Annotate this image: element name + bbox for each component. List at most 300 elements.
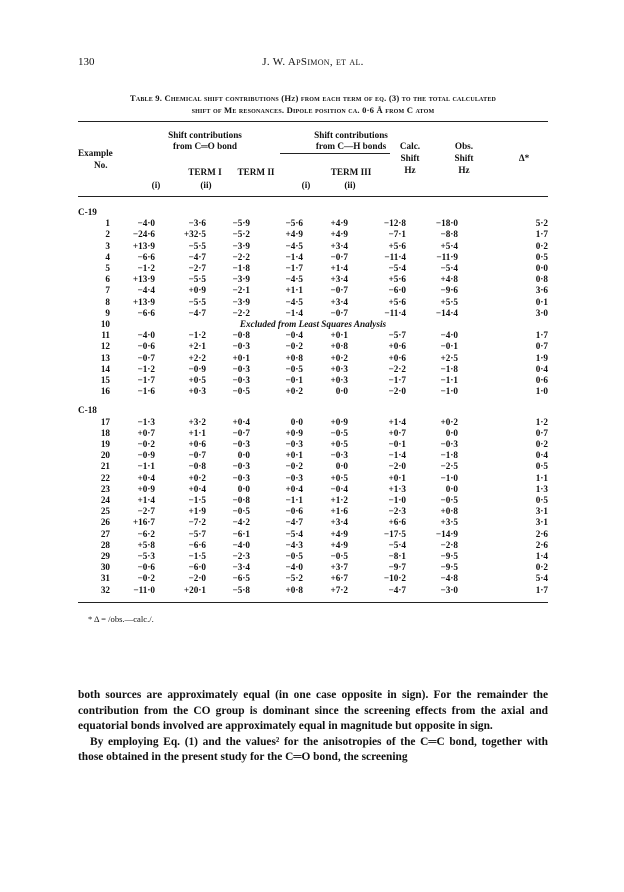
cell-term2: −3·4 — [232, 562, 250, 573]
caption-line-2: shift of Me resonances. Dipole position ca. 0·6 Å from C atom — [191, 105, 435, 115]
cell-term3-ii: +3·4 — [330, 240, 348, 251]
cell-delta: 0·5 — [535, 251, 548, 262]
cell-term3-ii: +0·1 — [330, 330, 348, 341]
cell-delta: 1·1 — [535, 472, 548, 483]
cell-calc-shift: −4·7 — [388, 584, 406, 595]
cell-calc-shift: −1·7 — [388, 375, 406, 385]
cell-term3-i: +0·8 — [285, 584, 303, 595]
cell-term1-ii: +1·9 — [188, 506, 206, 517]
cell-term1-ii: −6·0 — [188, 562, 206, 573]
cell-term1-i: −0·6 — [137, 341, 155, 352]
header-calc: Calc. — [399, 141, 421, 151]
cell-example-no: 20 — [100, 450, 110, 461]
cell-term2: −0·5 — [232, 506, 250, 517]
cell-term3-ii: −0·5 — [330, 551, 348, 561]
cell-calc-shift: −8·1 — [388, 551, 406, 561]
cell-term1-ii: −4·7 — [188, 251, 206, 262]
cell-calc-shift: −17·5 — [383, 528, 406, 539]
cell-term1-ii: −4·7 — [188, 307, 206, 318]
cell-delta: 3·6 — [535, 285, 548, 296]
cell-term1-ii: −3·6 — [188, 218, 206, 229]
cell-delta: 0·2 — [535, 562, 548, 573]
cell-example-no: 10 — [100, 319, 110, 329]
cell-obs-shift: −5·4 — [440, 263, 458, 273]
cell-term1-i: −0·7 — [137, 352, 155, 363]
cell-term2: −5·9 — [232, 218, 250, 229]
cell-calc-shift: −5·4 — [388, 263, 406, 273]
table-footnote: * Δ = /obs.—calc./. — [88, 614, 154, 624]
cell-obs-shift: −0·5 — [440, 495, 458, 505]
cell-term1-i: −0·6 — [137, 562, 155, 573]
cell-term1-i: −6·2 — [137, 528, 155, 539]
cell-term2: −0·3 — [232, 375, 250, 385]
cell-example-no: 11 — [101, 330, 110, 341]
cell-term1-i: +13·9 — [132, 296, 155, 307]
cell-term2: 0·0 — [237, 450, 250, 461]
header-shift-contributions-ch: Shift contributions — [314, 130, 388, 140]
cell-term1-ii: −0·7 — [188, 450, 206, 461]
cell-calc-shift: +0·7 — [388, 427, 406, 438]
cell-delta: 0·0 — [535, 263, 548, 273]
cell-example-no: 16 — [100, 386, 110, 397]
cell-example-no: 17 — [100, 416, 110, 427]
cell-calc-shift: +1·4 — [388, 416, 406, 427]
cell-delta: 0·5 — [535, 461, 548, 472]
cell-obs-shift: −0·1 — [440, 341, 458, 352]
cell-term3-i: +0·1 — [285, 450, 303, 461]
cell-term3-i: −4·7 — [285, 517, 303, 528]
header-from-ch-bonds: from C—H bonds — [315, 141, 387, 151]
cell-term3-ii: +0·5 — [330, 472, 348, 483]
cell-term3-i: −0·1 — [285, 375, 303, 385]
cell-obs-shift: −2·8 — [440, 539, 458, 550]
cell-term3-i: −5·4 — [285, 528, 303, 539]
cell-term2: −0·3 — [232, 461, 250, 472]
cell-term3-i: −4·5 — [285, 240, 303, 251]
cell-term3-i: −1·7 — [285, 263, 303, 273]
cell-term1-i: −6·6 — [137, 307, 155, 318]
running-head: J. W. ApSimon, et al. — [262, 56, 364, 68]
cell-delta: 0·2 — [535, 439, 548, 449]
cell-term3-i: +0·2 — [285, 386, 303, 397]
cell-obs-shift: −1·0 — [440, 472, 458, 483]
cell-example-no: 13 — [100, 352, 110, 363]
cell-example-no: 32 — [100, 584, 110, 595]
cell-obs-shift: −1·1 — [440, 375, 458, 385]
cell-term1-ii: −0·9 — [188, 363, 206, 374]
cell-term1-ii: −5·5 — [188, 296, 206, 307]
cell-term2: −0·5 — [232, 386, 250, 397]
cell-term3-i: −5·2 — [285, 573, 303, 584]
cell-term2: −2·3 — [232, 551, 250, 561]
cell-term3-i: +0·8 — [285, 352, 303, 363]
cell-example-no: 15 — [100, 375, 110, 385]
cell-term3-i: −0·2 — [285, 341, 303, 352]
cell-term3-ii: +0·2 — [330, 352, 348, 363]
cell-delta: 1·9 — [535, 352, 548, 363]
header-obs-shift: Shift — [454, 153, 474, 163]
cell-term3-i: −4·5 — [285, 296, 303, 307]
cell-term1-ii: −2·0 — [188, 573, 206, 584]
cell-term1-i: −1·3 — [137, 416, 155, 427]
table-row — [0, 386, 624, 399]
cell-term3-i: 0·0 — [290, 416, 303, 427]
table-row — [0, 585, 624, 598]
cell-term3-i: −5·6 — [285, 218, 303, 229]
cell-term3-ii: −0·7 — [330, 307, 348, 318]
cell-term1-i: −1·2 — [137, 363, 155, 374]
cell-calc-shift: +0·6 — [388, 341, 406, 352]
cell-term3-i: −0·3 — [285, 472, 303, 483]
cell-term3-i: −0·3 — [285, 439, 303, 449]
header-term1-i: (i) — [151, 180, 161, 190]
header-term-2: TERM II — [237, 167, 275, 177]
table-caption — [78, 92, 548, 116]
cell-obs-shift: +3·5 — [440, 517, 458, 528]
cell-term1-ii: −5·5 — [188, 274, 206, 285]
cell-example-no: 18 — [100, 427, 110, 438]
cell-term3-i: −1·4 — [285, 307, 303, 318]
cell-example-no: 27 — [100, 528, 110, 539]
cell-term1-i: +1·4 — [137, 495, 155, 505]
row-note: Excluded from Least Squares Analysis — [239, 319, 387, 329]
cell-calc-shift: −7·1 — [388, 229, 406, 240]
cell-term2: −0·3 — [232, 341, 250, 352]
cell-obs-shift: +2·5 — [440, 352, 458, 363]
cell-example-no: 26 — [100, 517, 110, 528]
cell-term1-ii: +0·6 — [188, 439, 206, 449]
cell-term1-ii: +0·5 — [188, 375, 206, 385]
cell-delta: 2·6 — [535, 528, 548, 539]
cell-term3-ii: +1·6 — [330, 506, 348, 517]
cell-term2: +0·1 — [232, 352, 250, 363]
cell-example-no: 25 — [100, 506, 110, 517]
cell-obs-shift: −14·9 — [435, 528, 458, 539]
cell-delta: 1·3 — [535, 483, 548, 494]
header-term-3: TERM III — [330, 167, 372, 177]
cell-calc-shift: +6·6 — [388, 517, 406, 528]
cell-term1-i: −1·6 — [137, 386, 155, 397]
cell-example-no: 9 — [105, 307, 110, 318]
cell-example-no: 3 — [105, 240, 110, 251]
paragraph-2: By employing Eq. (1) and the values² for the anisotropies of the C═C bond, together with those obtained in the present study for the C═O bond, the screening — [78, 735, 548, 764]
cell-obs-shift: −9·5 — [440, 551, 458, 561]
cell-calc-shift: −11·4 — [384, 307, 406, 318]
header-obs: Obs. — [454, 141, 474, 151]
cell-calc-shift: −5·4 — [388, 539, 406, 550]
cell-obs-shift: −8·8 — [440, 229, 458, 240]
cell-term1-ii: +1·1 — [188, 427, 206, 438]
cell-obs-shift: −1·8 — [440, 450, 458, 461]
cell-example-no: 1 — [105, 218, 110, 229]
cell-term2: −5·8 — [232, 584, 250, 595]
cell-obs-shift: −18·0 — [435, 218, 458, 229]
cell-term3-ii: +0·3 — [330, 375, 348, 385]
cell-term2: −0·7 — [232, 427, 250, 438]
header-term3-ii: (ii) — [344, 180, 356, 190]
cell-delta: 2·6 — [535, 539, 548, 550]
cell-calc-shift: −2·3 — [388, 506, 406, 517]
cell-calc-shift: +1·3 — [388, 483, 406, 494]
cell-calc-shift: −2·0 — [388, 461, 406, 472]
cell-term2: −6·1 — [232, 528, 250, 539]
cell-term1-ii: +2·2 — [188, 352, 206, 363]
cell-term2: −6·5 — [232, 573, 250, 584]
cell-delta: 0·4 — [535, 450, 548, 461]
cell-term3-i: −4·5 — [285, 274, 303, 285]
cell-term2: −2·2 — [232, 307, 250, 318]
cell-delta: 0·8 — [535, 274, 548, 285]
cell-calc-shift: −2·2 — [388, 363, 406, 374]
cell-example-no: 28 — [100, 539, 110, 550]
cell-term3-ii: −0·7 — [330, 251, 348, 262]
cell-obs-shift: −3·0 — [440, 584, 458, 595]
cell-term3-ii: −0·5 — [330, 427, 348, 438]
cell-delta: 0·7 — [535, 427, 548, 438]
cell-obs-shift: −4·0 — [440, 330, 458, 341]
cell-obs-shift: −4·8 — [440, 573, 458, 584]
cell-term3-i: +4·9 — [285, 229, 303, 240]
header-term-1: TERM I — [188, 167, 222, 177]
cell-term3-i: −0·4 — [285, 330, 303, 341]
cell-term1-i: −4·4 — [137, 285, 155, 296]
cell-obs-shift: +0·2 — [440, 416, 458, 427]
cell-term2: +0·4 — [232, 416, 250, 427]
cell-calc-shift: −1·4 — [388, 450, 406, 461]
cell-term2: −3·9 — [232, 274, 250, 285]
cell-term1-i: +16·7 — [132, 517, 155, 528]
cell-term2: −0·8 — [232, 495, 250, 505]
cell-term3-i: −0·5 — [285, 551, 303, 561]
cell-term1-i: −0·9 — [137, 450, 155, 461]
cell-term1-i: +13·9 — [132, 240, 155, 251]
header-from-co-bond: from C═O bond — [172, 141, 238, 151]
group-label: C-19 — [78, 207, 97, 217]
cell-obs-shift: +4·8 — [440, 274, 458, 285]
cell-term1-i: −2·7 — [137, 506, 155, 517]
cell-delta: 0·5 — [535, 495, 548, 505]
cell-term1-ii: +0·9 — [188, 285, 206, 296]
cell-term1-i: −6·6 — [137, 251, 155, 262]
cell-term1-ii: −1·2 — [188, 330, 206, 341]
cell-delta: 3·1 — [535, 517, 548, 528]
cell-term1-i: +0·9 — [137, 483, 155, 494]
caption-line-1: Table 9. Chemical shift contributions (Hz) from each term of eq. (3) to the total calculated — [129, 93, 497, 103]
cell-term1-i: −5·3 — [137, 551, 155, 561]
cell-term1-ii: −1·5 — [188, 551, 206, 561]
cell-example-no: 31 — [100, 573, 110, 584]
cell-calc-shift: −10·2 — [383, 573, 406, 584]
cell-calc-shift: −11·4 — [384, 251, 406, 262]
cell-term3-ii: +4·9 — [330, 218, 348, 229]
cell-obs-shift: −0·3 — [440, 439, 458, 449]
cell-calc-shift: +0·6 — [388, 352, 406, 363]
table-bottom-rule — [78, 602, 548, 603]
cell-term3-i: −1·1 — [285, 495, 303, 505]
cell-term3-ii: −0·4 — [330, 483, 348, 494]
cell-delta: 0·6 — [535, 375, 548, 385]
cell-calc-shift: −9·7 — [388, 562, 406, 573]
header-delta: Δ* — [518, 153, 530, 163]
cell-example-no: 19 — [100, 439, 110, 449]
cell-example-no: 7 — [105, 285, 110, 296]
cell-term3-ii: +7·2 — [330, 584, 348, 595]
cell-obs-shift: −14·4 — [435, 307, 458, 318]
cell-term2: −0·3 — [232, 472, 250, 483]
cell-term1-i: +0·4 — [137, 472, 155, 483]
cell-obs-shift: +5·5 — [440, 296, 458, 307]
cell-term2: 0·0 — [237, 483, 250, 494]
cell-term1-i: +5·8 — [137, 539, 155, 550]
cell-term3-i: +0·9 — [285, 427, 303, 438]
cell-calc-shift: −5·7 — [388, 330, 406, 341]
cell-obs-shift: −11·9 — [436, 251, 458, 262]
body-text — [78, 688, 548, 766]
cell-term1-i: −1·1 — [137, 461, 155, 472]
cell-calc-shift: +5·6 — [388, 240, 406, 251]
cell-term3-i: −0·6 — [285, 506, 303, 517]
cell-term3-ii: +4·9 — [330, 539, 348, 550]
cell-term3-i: −0·5 — [285, 363, 303, 374]
cell-example-no: 21 — [100, 461, 110, 472]
header-ch-underline — [280, 153, 390, 154]
cell-delta: 1·0 — [535, 386, 548, 397]
group-label: C-18 — [78, 405, 97, 416]
cell-obs-shift: −9·5 — [440, 562, 458, 573]
cell-delta: 1·7 — [535, 229, 548, 240]
cell-term1-i: −24·6 — [132, 229, 155, 240]
cell-term3-ii: +0·5 — [330, 439, 348, 449]
cell-obs-shift: −1·8 — [440, 363, 458, 374]
cell-calc-shift: −1·0 — [388, 495, 406, 505]
cell-obs-shift: 0·0 — [445, 483, 458, 494]
cell-obs-shift: −2·5 — [440, 461, 458, 472]
cell-term1-i: −11·0 — [133, 584, 155, 595]
cell-term2: −1·8 — [232, 263, 250, 273]
cell-term3-ii: 0·0 — [335, 386, 348, 397]
paragraph-1: both sources are approximately equal (in one case opposite in sign). For the remainder the contribution from the CO group is dominant since the screening effects from the axial and equatorial bonds involved are approximately equal in magnitude but opposite in sign. — [78, 689, 548, 733]
cell-example-no: 23 — [100, 483, 110, 494]
cell-term2: −4·0 — [232, 539, 250, 550]
cell-delta: 0·2 — [535, 240, 548, 251]
cell-term2: −4·2 — [232, 517, 250, 528]
cell-delta: 1·4 — [535, 551, 548, 561]
header-example: Example — [78, 148, 113, 158]
cell-term1-i: +13·9 — [132, 274, 155, 285]
header-no: No. — [94, 160, 108, 170]
cell-term3-ii: +1·4 — [330, 263, 348, 273]
cell-calc-shift: +5·6 — [388, 274, 406, 285]
cell-example-no: 6 — [105, 274, 110, 285]
cell-example-no: 2 — [105, 229, 110, 240]
cell-obs-shift: −9·6 — [440, 285, 458, 296]
cell-term2: −0·3 — [232, 439, 250, 449]
cell-term3-i: +1·1 — [285, 285, 303, 296]
header-calc-hz: Hz — [404, 165, 416, 175]
cell-term1-ii: +3·2 — [188, 416, 206, 427]
cell-delta: 5·2 — [535, 218, 548, 229]
cell-term1-ii: +20·1 — [183, 584, 206, 595]
cell-term1-ii: +32·5 — [183, 229, 206, 240]
cell-term1-ii: +0·3 — [188, 386, 206, 397]
header-term1-ii: (ii) — [200, 180, 212, 190]
cell-term1-ii: −5·7 — [188, 528, 206, 539]
cell-term1-i: −4·0 — [137, 218, 155, 229]
cell-delta: 0·4 — [535, 363, 548, 374]
cell-term1-i: −0·2 — [137, 573, 155, 584]
cell-obs-shift: 0·0 — [445, 427, 458, 438]
cell-term1-i: −4·0 — [137, 330, 155, 341]
cell-example-no: 29 — [100, 551, 110, 561]
cell-example-no: 24 — [100, 495, 110, 505]
cell-term3-ii: +4·9 — [330, 229, 348, 240]
cell-delta: 1·7 — [535, 330, 548, 341]
cell-term3-ii: +3·4 — [330, 274, 348, 285]
cell-term2: −0·3 — [232, 363, 250, 374]
cell-example-no: 30 — [100, 562, 110, 573]
cell-term3-ii: +6·7 — [330, 573, 348, 584]
cell-term3-ii: 0·0 — [335, 461, 348, 472]
cell-obs-shift: +0·8 — [440, 506, 458, 517]
cell-term3-i: −4·3 — [285, 539, 303, 550]
cell-calc-shift: +5·6 — [388, 296, 406, 307]
header-calc-shift: Shift — [400, 153, 420, 163]
cell-term1-i: −0·2 — [137, 439, 155, 449]
cell-term3-i: −4·0 — [285, 562, 303, 573]
cell-term3-ii: +0·9 — [330, 416, 348, 427]
table-top-rule — [78, 121, 548, 122]
page-number: 130 — [78, 56, 95, 68]
cell-term3-ii: −0·3 — [330, 450, 348, 461]
cell-term3-i: +0·4 — [285, 483, 303, 494]
page-header — [78, 56, 548, 70]
cell-term3-i: −1·4 — [285, 251, 303, 262]
cell-term1-ii: +0·2 — [188, 472, 206, 483]
cell-term2: −0·8 — [232, 330, 250, 341]
cell-term1-ii: −6·6 — [188, 539, 206, 550]
cell-term2: −2·2 — [232, 251, 250, 262]
cell-term1-i: −1·2 — [137, 263, 155, 273]
cell-delta: 5·4 — [535, 573, 548, 584]
cell-term1-ii: −5·5 — [188, 240, 206, 251]
cell-example-no: 4 — [105, 251, 110, 262]
cell-calc-shift: −12·8 — [383, 218, 406, 229]
header-term3-i: (i) — [301, 180, 311, 190]
cell-term2: −3·9 — [232, 296, 250, 307]
cell-calc-shift: −0·1 — [388, 439, 406, 449]
table-header-rule — [78, 196, 548, 197]
cell-delta: 1·7 — [535, 584, 548, 595]
cell-delta: 3·0 — [535, 307, 548, 318]
cell-example-no: 14 — [100, 363, 110, 374]
cell-term3-ii: +0·3 — [330, 363, 348, 374]
cell-term1-i: +0·7 — [137, 427, 155, 438]
header-shift-contributions-co: Shift contributions — [168, 130, 242, 140]
cell-term3-ii: +0·8 — [330, 341, 348, 352]
cell-example-no: 12 — [100, 341, 110, 352]
cell-term1-ii: −7·2 — [188, 517, 206, 528]
cell-example-no: 8 — [105, 296, 110, 307]
header-obs-hz: Hz — [458, 165, 470, 175]
cell-term1-ii: −0·8 — [188, 461, 206, 472]
cell-term1-ii: −1·5 — [188, 495, 206, 505]
cell-term1-ii: −2·7 — [188, 263, 206, 273]
cell-delta: 1·2 — [535, 416, 548, 427]
cell-term2: −3·9 — [232, 240, 250, 251]
cell-term3-ii: +4·9 — [330, 528, 348, 539]
cell-delta: 0·1 — [535, 296, 548, 307]
cell-example-no: 22 — [100, 472, 110, 483]
